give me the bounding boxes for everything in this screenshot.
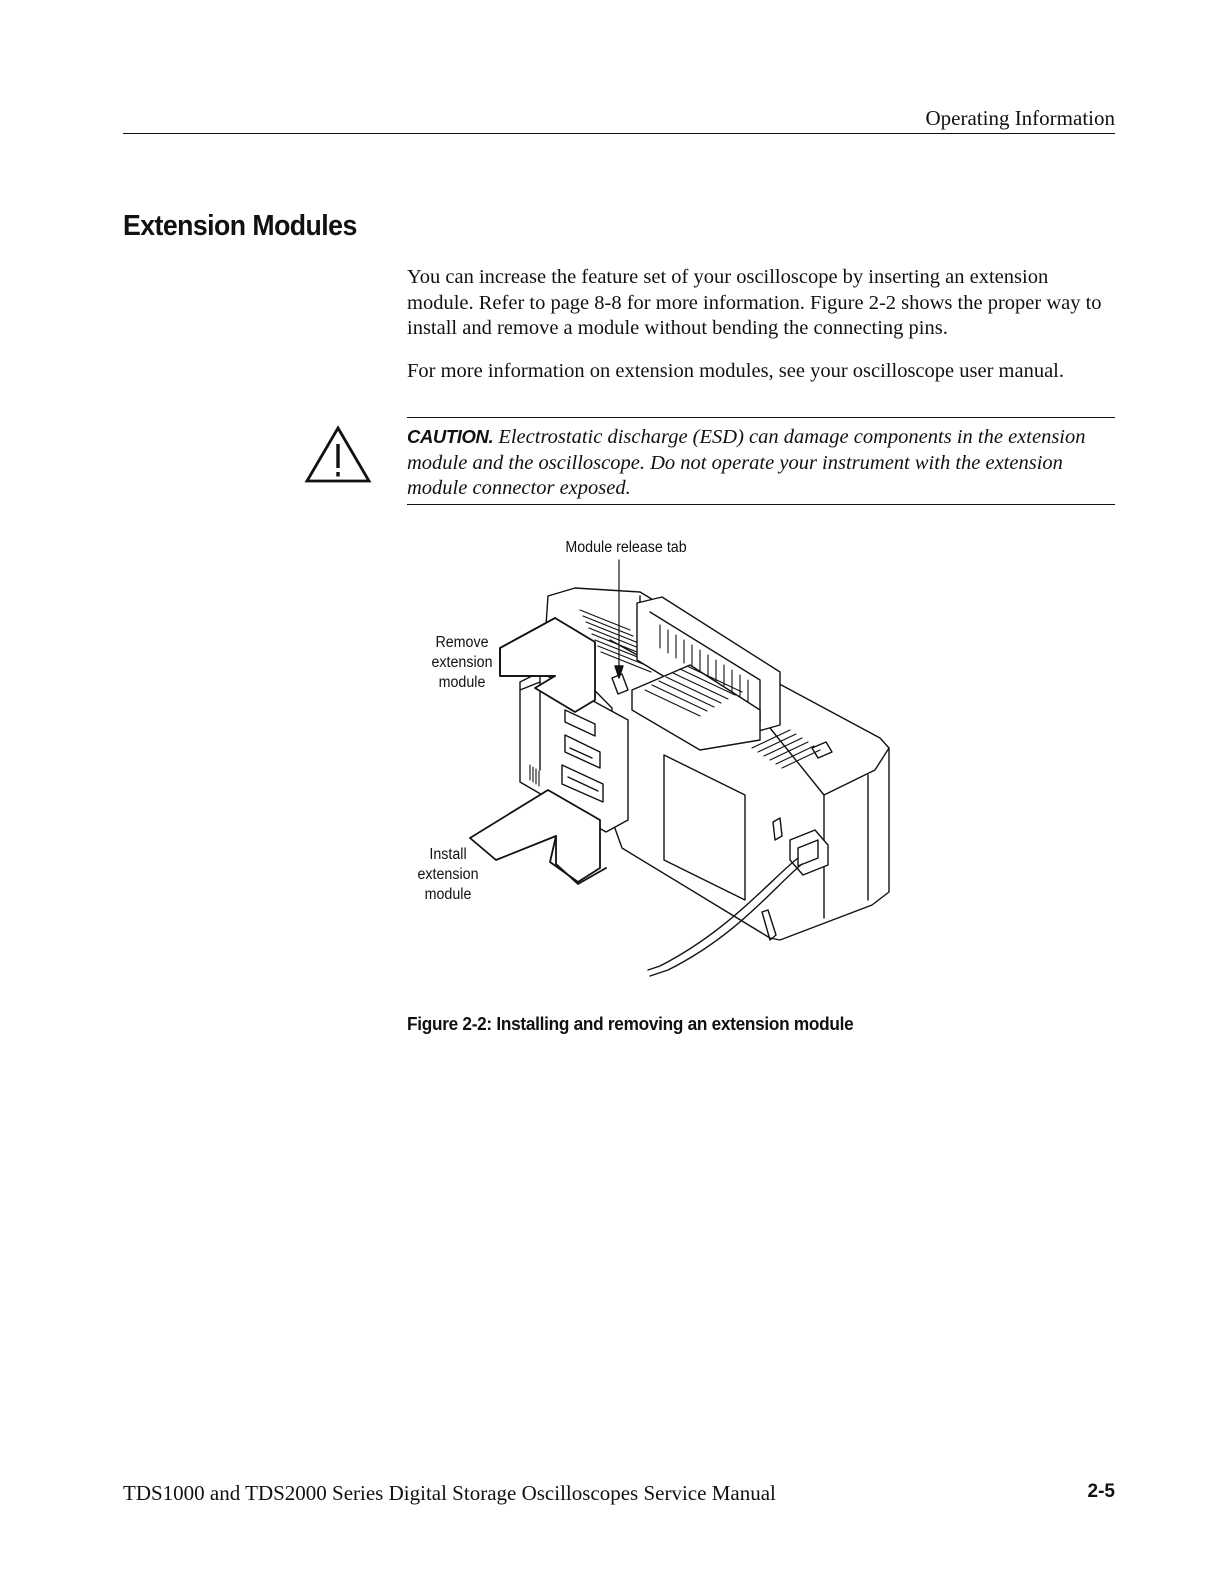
caution-text: Electrostatic discharge (ESD) can damage components in the extension module and the oscilloscope. Do not operate your instrument with the extension module connector exposed. (407, 426, 1086, 499)
caution-rule-top (407, 417, 1115, 418)
running-head: Operating Information (925, 106, 1115, 130)
more-info-paragraph: For more information on extension modules, see your oscilloscope user manual. (407, 360, 1065, 382)
caution-rule-bottom (407, 504, 1115, 505)
warning-triangle-icon (304, 424, 372, 484)
label-module-release-tab: Module release tab (565, 539, 687, 556)
header-rule (123, 133, 1115, 134)
label-install-extension-module: Install extension module (417, 846, 479, 903)
intro-paragraph: You can increase the feature set of your oscilloscope by inserting an extension module. Refer to page 8-8 for more information. Figure 2-2 shows the proper way to install and remove a module without bending the connecting pins. (407, 266, 1102, 339)
section-title: Extension Modules (123, 210, 357, 242)
caution-notice (407, 424, 1115, 502)
figure-caption: Figure 2-2: Installing and removing an extension module (407, 1013, 854, 1034)
extension-module-illustration (400, 530, 900, 980)
footer-page-number: 2-5 (1087, 1481, 1115, 1502)
footer-manual-title: TDS1000 and TDS2000 Series Digital Storage Oscilloscopes Service Manual (123, 1481, 776, 1505)
caution-label: CAUTION. (407, 426, 494, 447)
label-remove-extension-module: Remove extension module (431, 634, 493, 691)
